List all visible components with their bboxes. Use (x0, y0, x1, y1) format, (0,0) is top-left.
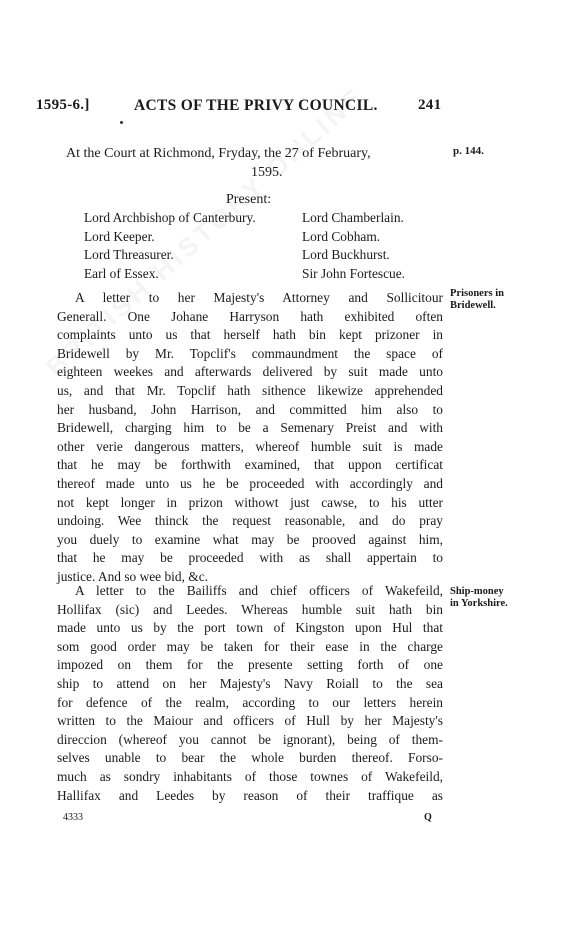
text-line: Bridewell, charging him to be a Semenary Preist and with (57, 420, 443, 436)
letter-paragraph-prisoners (57, 289, 443, 587)
text-line: Hallifax and Leedes by reason of their traffique as (57, 787, 443, 803)
text-line: impozed on them for the presente setting forth of one (57, 657, 443, 673)
council-member: Lord Keeper. (84, 228, 155, 244)
council-right-column (302, 209, 405, 283)
text-line: other verie dangerous matters, whereof humble suit is made (57, 438, 443, 454)
text-line: complaints unto us that herself hath bin kept prizoner in (57, 327, 443, 343)
text-line: justice. And so wee bid, &c. (57, 568, 208, 584)
text-line: ship to attend on her Majesty's Navy Roiall to the sea (57, 675, 443, 691)
text-line: eighteen weekes and afterwards delivered by suit made unto (57, 364, 443, 380)
text-line: you duely to examine what may be prooved against him, (57, 531, 443, 547)
meeting-heading-line1: At the Court at Richmond, Fryday, the 27 of February, (66, 146, 371, 161)
text-line: made unto us by the port town of Kingston upon Hul that (57, 620, 443, 636)
signature-mark: Q (424, 812, 432, 823)
text-line: Generall. One Johane Harryson hath exhibited often (57, 308, 443, 324)
council-left-column (84, 209, 256, 283)
side-note-line: in Yorkshire. (450, 598, 508, 609)
text-line: thereof made unto us he be proceeded with accordingly and (57, 475, 443, 491)
header-years: 1595-6.] (36, 97, 90, 113)
text-line: not kept longer in prizon withowt just cawse, to his utter (57, 494, 443, 510)
side-note-line: Prisoners in (450, 288, 504, 299)
text-line: undoing. Wee thinck the request reasonable, and do pray (57, 513, 443, 529)
text-line: Hollifax (sic) and Leedes. Whereas humble suit hath bin (57, 601, 443, 617)
text-line: written to the Maiour and officers of Hull by her Majesty's (57, 713, 443, 729)
text-line: direccion (whereof you cannot be ignorant), being of them- (57, 731, 443, 747)
side-note-line: Ship-money (450, 586, 504, 597)
text-line: much as sondry inhabitants of those townes of Wakefeild, (57, 768, 443, 784)
council-member: Sir John Fortescue. (302, 265, 406, 281)
page-reference: p. 144. (453, 145, 484, 157)
header-dot (120, 121, 123, 124)
text-line: that he may be proceeded with as shall appertain to (57, 550, 443, 566)
signature-number: 4333 (63, 812, 83, 823)
page-number: 241 (418, 97, 442, 113)
header-title: ACTS OF THE PRIVY COUNCIL. (134, 97, 378, 114)
council-member: Lord Chamberlain. (302, 210, 404, 225)
present-label: Present: (226, 192, 272, 207)
letter-paragraph-ship-money (57, 582, 443, 805)
council-member: Earl of Essex. (84, 265, 159, 281)
text-line: Bridewell by Mr. Topclif's commaundment the space of (57, 345, 443, 361)
meeting-heading-line2: 1595. (251, 165, 283, 180)
council-member: Lord Archbishop of Canterbury. (84, 210, 256, 225)
council-member: Lord Buckhurst. (302, 247, 390, 263)
council-member: Lord Cobham. (302, 228, 381, 244)
text-line: us, and that Mr. Topclif hath sithence likewize apprehended (57, 382, 443, 398)
text-line: her husband, John Harrison, and committed him also to (57, 401, 443, 417)
text-line: selves unable to bear the whole burden thereof. Forso- (57, 750, 443, 766)
side-note-line: Bridewell. (450, 300, 496, 311)
text-line: som good order may be taken for their ease in the charge (57, 638, 443, 654)
text-line: that he may be forthwith examined, that uppon certificat (57, 457, 443, 473)
text-line: A letter to the Bailiffs and chief officers of Wakefeild, (75, 583, 443, 598)
side-note-ship-money (450, 586, 508, 610)
side-note-prisoners (450, 288, 504, 312)
text-line: A letter to her Majesty's Attorney and Sollicitour (75, 290, 443, 305)
council-member: Lord Threasurer. (84, 247, 174, 263)
text-line: for defence of the realm, according to our letters herein (57, 694, 443, 710)
